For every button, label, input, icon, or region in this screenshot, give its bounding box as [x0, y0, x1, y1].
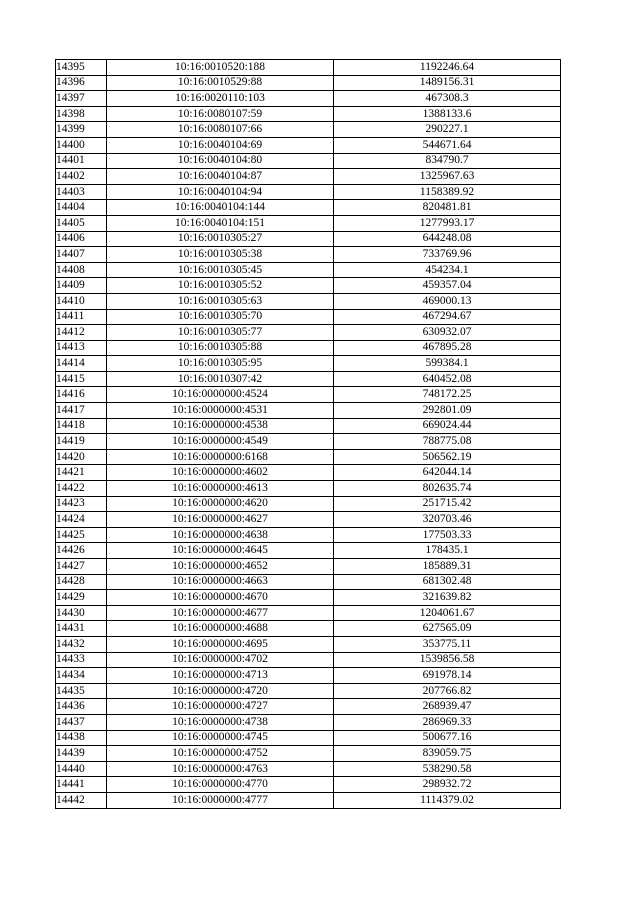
row-number-cell: 14420: [56, 449, 107, 465]
table-row: [56, 543, 561, 559]
table-row: [56, 200, 561, 216]
table-row: [56, 169, 561, 185]
row-number-cell: 14398: [56, 106, 107, 122]
row-number-cell: 14436: [56, 699, 107, 715]
value-cell: 353775.11: [334, 636, 561, 652]
row-number-cell: 14442: [56, 792, 107, 808]
value-cell: 251715.42: [334, 496, 561, 512]
cadastral-value-table: [55, 59, 561, 809]
row-number-cell: 14414: [56, 356, 107, 372]
row-number-cell: 14428: [56, 574, 107, 590]
table-row: [56, 730, 561, 746]
table-row: [56, 512, 561, 528]
row-number-cell: 14407: [56, 247, 107, 263]
table-row: [56, 184, 561, 200]
value-cell: 733769.96: [334, 247, 561, 263]
table-row: [56, 761, 561, 777]
row-number-cell: 14418: [56, 418, 107, 434]
cadastral-number-cell: 10:16:0040104:69: [107, 137, 334, 153]
value-cell: 1114379.02: [334, 792, 561, 808]
value-cell: 1204061.67: [334, 605, 561, 621]
table-row: [56, 465, 561, 481]
value-cell: 185889.31: [334, 559, 561, 575]
cadastral-number-cell: 10:16:0040104:87: [107, 169, 334, 185]
cadastral-number-cell: 10:16:0000000:4538: [107, 418, 334, 434]
cadastral-number-cell: 10:16:0000000:4677: [107, 605, 334, 621]
cadastral-number-cell: 10:16:0000000:6168: [107, 449, 334, 465]
table-row: [56, 699, 561, 715]
table-row: [56, 387, 561, 403]
cadastral-number-cell: 10:16:0010305:45: [107, 262, 334, 278]
table-row: [56, 668, 561, 684]
row-number-cell: 14426: [56, 543, 107, 559]
value-cell: 691978.14: [334, 668, 561, 684]
row-number-cell: 14424: [56, 512, 107, 528]
cadastral-number-cell: 10:16:0040104:94: [107, 184, 334, 200]
cadastral-number-cell: 10:16:0000000:4670: [107, 590, 334, 606]
table-row: [56, 574, 561, 590]
table-row: [56, 746, 561, 762]
value-cell: 538290.58: [334, 761, 561, 777]
value-cell: 630932.07: [334, 325, 561, 341]
value-cell: 467895.28: [334, 340, 561, 356]
cadastral-number-cell: 10:16:0000000:4702: [107, 652, 334, 668]
row-number-cell: 14427: [56, 559, 107, 575]
cadastral-number-cell: 10:16:0000000:4695: [107, 636, 334, 652]
table-row: [56, 418, 561, 434]
table-row: [56, 496, 561, 512]
table-row: [56, 231, 561, 247]
value-cell: 1388133.6: [334, 106, 561, 122]
table-row: [56, 278, 561, 294]
cadastral-number-cell: 10:16:0000000:4745: [107, 730, 334, 746]
row-number-cell: 14405: [56, 215, 107, 231]
row-number-cell: 14435: [56, 683, 107, 699]
row-number-cell: 14439: [56, 746, 107, 762]
cadastral-number-cell: 10:16:0010305:27: [107, 231, 334, 247]
cadastral-number-cell: 10:16:0000000:4738: [107, 714, 334, 730]
table-row: [56, 371, 561, 387]
row-number-cell: 14433: [56, 652, 107, 668]
cadastral-number-cell: 10:16:0000000:4688: [107, 621, 334, 637]
cadastral-number-cell: 10:16:0010305:88: [107, 340, 334, 356]
cadastral-number-cell: 10:16:0000000:4531: [107, 403, 334, 419]
table-row: [56, 106, 561, 122]
row-number-cell: 14397: [56, 91, 107, 107]
table-row: [56, 449, 561, 465]
table-row: [56, 293, 561, 309]
cadastral-number-cell: 10:16:0000000:4549: [107, 434, 334, 450]
value-cell: 669024.44: [334, 418, 561, 434]
value-cell: 788775.08: [334, 434, 561, 450]
cadastral-number-cell: 10:16:0000000:4727: [107, 699, 334, 715]
row-number-cell: 14415: [56, 371, 107, 387]
cadastral-number-cell: 10:16:0000000:4638: [107, 527, 334, 543]
row-number-cell: 14396: [56, 75, 107, 91]
row-number-cell: 14408: [56, 262, 107, 278]
table-row: [56, 403, 561, 419]
value-cell: 500677.16: [334, 730, 561, 746]
row-number-cell: 14425: [56, 527, 107, 543]
cadastral-number-cell: 10:16:0080107:66: [107, 122, 334, 138]
table-row: [56, 652, 561, 668]
row-number-cell: 14417: [56, 403, 107, 419]
value-cell: 544671.64: [334, 137, 561, 153]
value-cell: 627565.09: [334, 621, 561, 637]
table-row: [56, 590, 561, 606]
value-cell: 599384.1: [334, 356, 561, 372]
table-row: [56, 137, 561, 153]
table-row: [56, 605, 561, 621]
value-cell: 834790.7: [334, 153, 561, 169]
cadastral-number-cell: 10:16:0000000:4645: [107, 543, 334, 559]
row-number-cell: 14429: [56, 590, 107, 606]
row-number-cell: 14395: [56, 60, 107, 76]
table-row: [56, 683, 561, 699]
table-row: [56, 247, 561, 263]
cadastral-number-cell: 10:16:0010305:95: [107, 356, 334, 372]
cadastral-number-cell: 10:16:0010305:38: [107, 247, 334, 263]
value-cell: 1277993.17: [334, 215, 561, 231]
value-cell: 820481.81: [334, 200, 561, 216]
table-row: [56, 60, 561, 76]
cadastral-number-cell: 10:16:0010305:70: [107, 309, 334, 325]
cadastral-number-cell: 10:16:0040104:144: [107, 200, 334, 216]
cadastral-number-cell: 10:16:0000000:4763: [107, 761, 334, 777]
value-cell: 290227.1: [334, 122, 561, 138]
row-number-cell: 14410: [56, 293, 107, 309]
table-row: [56, 621, 561, 637]
value-cell: 467308.3: [334, 91, 561, 107]
table-row: [56, 481, 561, 497]
value-cell: 1192246.64: [334, 60, 561, 76]
table-row: [56, 636, 561, 652]
row-number-cell: 14409: [56, 278, 107, 294]
table-row: [56, 153, 561, 169]
value-cell: 454234.1: [334, 262, 561, 278]
value-cell: 298932.72: [334, 777, 561, 793]
row-number-cell: 14438: [56, 730, 107, 746]
row-number-cell: 14423: [56, 496, 107, 512]
cadastral-number-cell: 10:16:0040104:80: [107, 153, 334, 169]
value-cell: 506562.19: [334, 449, 561, 465]
cadastral-number-cell: 10:16:0010307:42: [107, 371, 334, 387]
row-number-cell: 14416: [56, 387, 107, 403]
row-number-cell: 14431: [56, 621, 107, 637]
value-cell: 178435.1: [334, 543, 561, 559]
cadastral-number-cell: 10:16:0000000:4663: [107, 574, 334, 590]
cadastral-number-cell: 10:16:0000000:4652: [107, 559, 334, 575]
table-row: [56, 340, 561, 356]
row-number-cell: 14401: [56, 153, 107, 169]
value-cell: 320703.46: [334, 512, 561, 528]
table-row: [56, 75, 561, 91]
value-cell: 748172.25: [334, 387, 561, 403]
cadastral-number-cell: 10:16:0010305:77: [107, 325, 334, 341]
table-row: [56, 792, 561, 808]
table-row: [56, 777, 561, 793]
cadastral-number-cell: 10:16:0010305:52: [107, 278, 334, 294]
value-cell: 286969.33: [334, 714, 561, 730]
cadastral-number-cell: 10:16:0000000:4524: [107, 387, 334, 403]
table-body: [56, 60, 561, 809]
table-row: [56, 91, 561, 107]
cadastral-number-cell: 10:16:0010305:63: [107, 293, 334, 309]
value-cell: 207766.82: [334, 683, 561, 699]
row-number-cell: 14430: [56, 605, 107, 621]
table-row: [56, 122, 561, 138]
row-number-cell: 14406: [56, 231, 107, 247]
row-number-cell: 14434: [56, 668, 107, 684]
value-cell: 839059.75: [334, 746, 561, 762]
table-row: [56, 262, 561, 278]
table-row: [56, 309, 561, 325]
table-row: [56, 559, 561, 575]
cadastral-number-cell: 10:16:0000000:4613: [107, 481, 334, 497]
value-cell: 292801.09: [334, 403, 561, 419]
value-cell: 642044.14: [334, 465, 561, 481]
row-number-cell: 14419: [56, 434, 107, 450]
table-row: [56, 356, 561, 372]
row-number-cell: 14440: [56, 761, 107, 777]
value-cell: 469000.13: [334, 293, 561, 309]
row-number-cell: 14441: [56, 777, 107, 793]
row-number-cell: 14400: [56, 137, 107, 153]
row-number-cell: 14437: [56, 714, 107, 730]
cadastral-number-cell: 10:16:0000000:4770: [107, 777, 334, 793]
row-number-cell: 14403: [56, 184, 107, 200]
row-number-cell: 14432: [56, 636, 107, 652]
cadastral-number-cell: 10:16:0080107:59: [107, 106, 334, 122]
value-cell: 1158389.92: [334, 184, 561, 200]
table-row: [56, 215, 561, 231]
row-number-cell: 14421: [56, 465, 107, 481]
value-cell: 1489156.31: [334, 75, 561, 91]
row-number-cell: 14422: [56, 481, 107, 497]
table-row: [56, 527, 561, 543]
value-cell: 681302.48: [334, 574, 561, 590]
value-cell: 321639.82: [334, 590, 561, 606]
value-cell: 1539856.58: [334, 652, 561, 668]
cadastral-number-cell: 10:16:0000000:4620: [107, 496, 334, 512]
value-cell: 644248.08: [334, 231, 561, 247]
value-cell: 1325967.63: [334, 169, 561, 185]
value-cell: 640452.08: [334, 371, 561, 387]
table-row: [56, 714, 561, 730]
row-number-cell: 14413: [56, 340, 107, 356]
cadastral-number-cell: 10:16:0040104:151: [107, 215, 334, 231]
value-cell: 802635.74: [334, 481, 561, 497]
cadastral-number-cell: 10:16:0000000:4602: [107, 465, 334, 481]
cadastral-number-cell: 10:16:0020110:103: [107, 91, 334, 107]
value-cell: 268939.47: [334, 699, 561, 715]
row-number-cell: 14399: [56, 122, 107, 138]
cadastral-number-cell: 10:16:0000000:4713: [107, 668, 334, 684]
row-number-cell: 14404: [56, 200, 107, 216]
cadastral-number-cell: 10:16:0010529:88: [107, 75, 334, 91]
cadastral-number-cell: 10:16:0010520:188: [107, 60, 334, 76]
table-row: [56, 325, 561, 341]
cadastral-number-cell: 10:16:0000000:4720: [107, 683, 334, 699]
cadastral-number-cell: 10:16:0000000:4752: [107, 746, 334, 762]
row-number-cell: 14402: [56, 169, 107, 185]
value-cell: 177503.33: [334, 527, 561, 543]
row-number-cell: 14412: [56, 325, 107, 341]
value-cell: 467294.67: [334, 309, 561, 325]
row-number-cell: 14411: [56, 309, 107, 325]
cadastral-number-cell: 10:16:0000000:4777: [107, 792, 334, 808]
table-row: [56, 434, 561, 450]
value-cell: 459357.04: [334, 278, 561, 294]
cadastral-number-cell: 10:16:0000000:4627: [107, 512, 334, 528]
